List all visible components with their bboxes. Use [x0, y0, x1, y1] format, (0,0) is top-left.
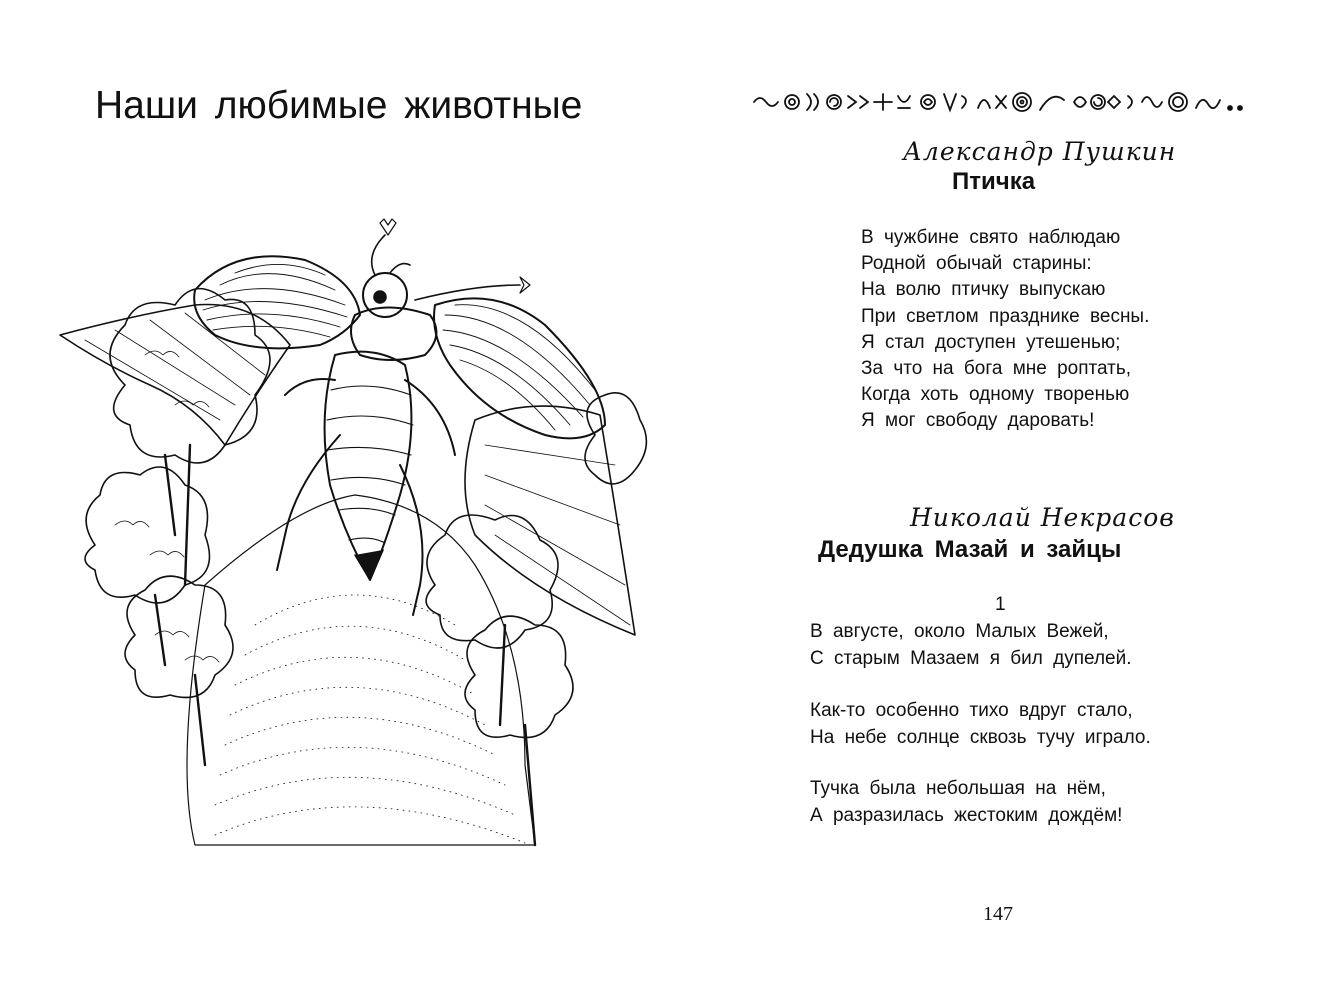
- verse-line: Как-то особенно тихо вдруг стало,: [810, 700, 1133, 721]
- verse-line: Я стал доступен утешенью;: [861, 331, 1121, 353]
- decorative-ornament-icon: [752, 88, 1252, 120]
- verse-line: В августе, около Малых Вежей,: [810, 621, 1109, 642]
- verse-line: Тучка была небольшая на нём,: [810, 778, 1106, 799]
- beetle-illustration-icon: [55, 205, 655, 855]
- poem-1-author: Александр Пушкин: [903, 137, 1177, 166]
- verse-line: На волю птичку выпускаю: [861, 279, 1106, 301]
- poem-2-author: Николай Некрасов: [910, 503, 1175, 532]
- poem-2-stanza-1: [810, 619, 1132, 672]
- verse-line: С старым Мазаем я бил дупелей.: [810, 647, 1132, 669]
- verse-line: На небе солнце сквозь тучу играло.: [810, 726, 1151, 748]
- poem-2-part-number: 1: [995, 594, 1006, 615]
- poem-2-stanza-2: [810, 698, 1151, 751]
- poem-1-title: Птичка: [952, 168, 1036, 195]
- verse-line: При светлом празднике весны.: [861, 305, 1150, 327]
- left-page: [0, 0, 663, 1000]
- verse-line: Когда хоть одному творенью: [861, 384, 1130, 406]
- poem-2-stanza-3: [810, 776, 1122, 829]
- verse-line: В чужбине свято наблюдаю: [861, 227, 1121, 248]
- verse-line: За что на бога мне роптать,: [861, 357, 1132, 379]
- poem-2-title: Дедушка Мазай и зайцы: [818, 536, 1122, 563]
- running-head: Наши любимые животные: [95, 84, 583, 127]
- verse-line: Родной обычай старины:: [861, 253, 1092, 275]
- page-number: 147: [983, 903, 1013, 925]
- verse-line: Я мог свободу даровать!: [861, 410, 1095, 432]
- poem-1-verse: [861, 225, 1149, 435]
- verse-line: А разразилась жестоким дождём!: [810, 804, 1123, 826]
